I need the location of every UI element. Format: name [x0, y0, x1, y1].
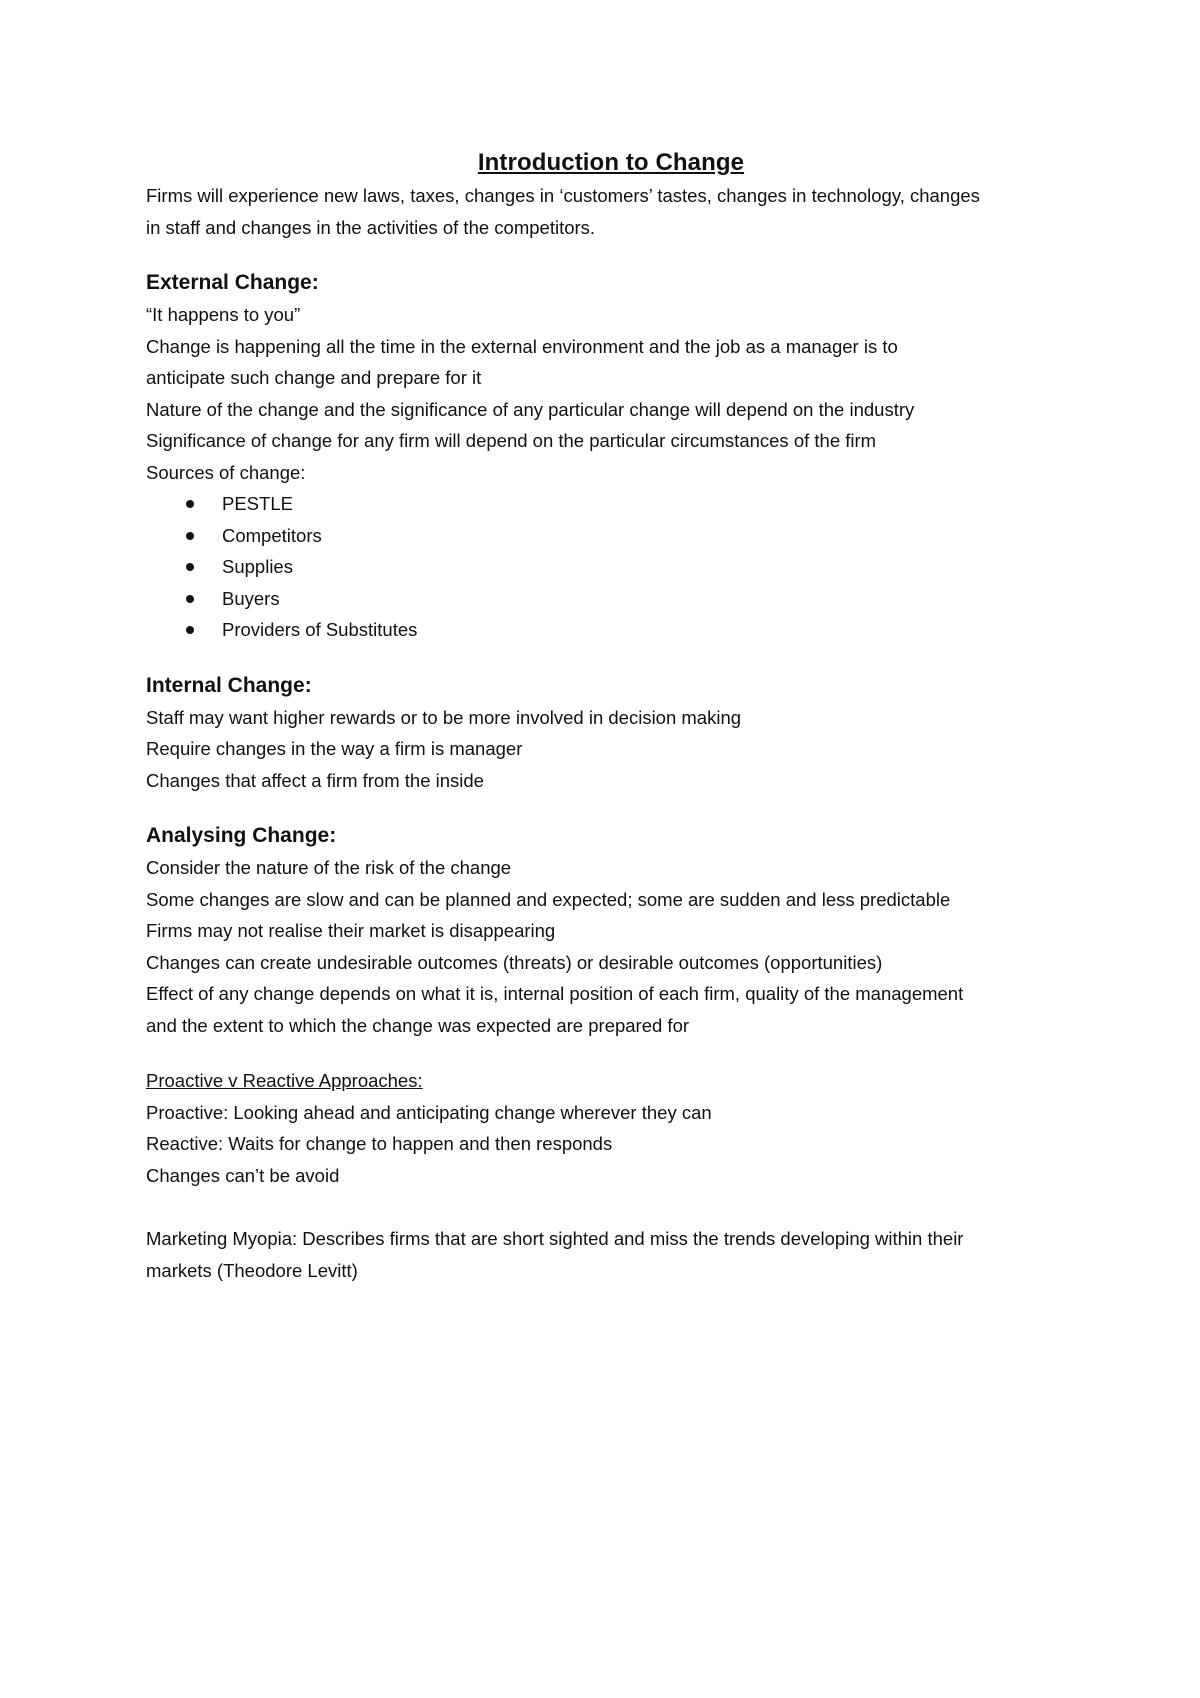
intro-paragraph: [146, 180, 1076, 243]
text-line: Marketing Myopia: Describes firms that are short sighted and miss the trends developing within their: [146, 1228, 964, 1249]
text-line: Sources of change:: [146, 461, 306, 483]
page-title: Introduction to Change: [477, 149, 745, 176]
text-line: Staff may want higher rewards or to be more involved in decision making: [146, 706, 742, 728]
section-internal-change: [146, 670, 1076, 797]
list-item: [186, 583, 1076, 615]
text-line: Changes can create undesirable outcomes (threats) or desirable outcomes (opportunities): [146, 951, 883, 973]
list-item-label: Providers of Substitutes: [222, 619, 418, 640]
text-line: Proactive: Looking ahead and anticipating change wherever they can: [146, 1101, 712, 1123]
list-item-label: Buyers: [222, 587, 280, 609]
list-item: [186, 614, 1076, 646]
bullet-icon: [186, 500, 194, 508]
text-line: Effect of any change depends on what it is, internal position of each firm, quality of the management: [146, 983, 964, 1004]
list-item: [186, 488, 1076, 520]
list-item: [186, 551, 1076, 583]
text-line: Nature of the change and the significance of any particular change will depend on the industry: [146, 398, 915, 420]
bullet-icon: [186, 595, 194, 603]
list-item: [186, 520, 1076, 552]
intro-line: in staff and changes in the activities of the competitors.: [146, 216, 596, 238]
text-line: Firms may not realise their market is disappearing: [146, 920, 556, 941]
text-line: Significance of change for any firm will depend on the particular circumstances of the firm: [146, 430, 877, 451]
text-line: anticipate such change and prepare for it: [146, 367, 482, 388]
text-line: Changes can’t be avoid: [146, 1164, 340, 1186]
section-marketing-myopia: [146, 1223, 1076, 1286]
section-approaches: [146, 1065, 1076, 1191]
list-item-label: PESTLE: [222, 493, 293, 514]
spacer: [146, 1191, 1076, 1223]
bullet-icon: [186, 626, 194, 634]
text-line: Changes that affect a firm from the inside: [146, 769, 484, 791]
text-line: markets (Theodore Levitt): [146, 1259, 358, 1281]
text-line: Change is happening all the time in the external environment and the job as a manager is to: [146, 335, 898, 357]
intro-line: Firms will experience new laws, taxes, changes in ‘customers’ tastes, changes in technology, changes: [146, 185, 980, 206]
subsection-heading: Proactive v Reactive Approaches:: [146, 1070, 423, 1091]
list-item-label: Competitors: [222, 524, 322, 546]
text-line: Consider the nature of the risk of the change: [146, 857, 512, 878]
section-external-change: [146, 267, 1076, 646]
text-line: Reactive: Waits for change to happen and then responds: [146, 1133, 613, 1154]
text-line: Some changes are slow and can be planned and expected; some are sudden and less predictable: [146, 888, 951, 910]
bullet-icon: [186, 532, 194, 540]
section-heading: External Change:: [146, 271, 319, 294]
bullet-icon: [186, 563, 194, 571]
section-heading: Internal Change:: [146, 673, 312, 697]
section-analysing-change: [146, 820, 1076, 1041]
text-line: Require changes in the way a firm is manager: [146, 738, 523, 759]
text-line: “It happens to you”: [146, 304, 301, 325]
list-item-label: Supplies: [222, 556, 293, 577]
sources-list: [146, 488, 1076, 646]
document-body: [146, 146, 1076, 1286]
section-heading: Analysing Change:: [146, 824, 337, 847]
text-line: and the extent to which the change was expected are prepared for: [146, 1014, 690, 1036]
